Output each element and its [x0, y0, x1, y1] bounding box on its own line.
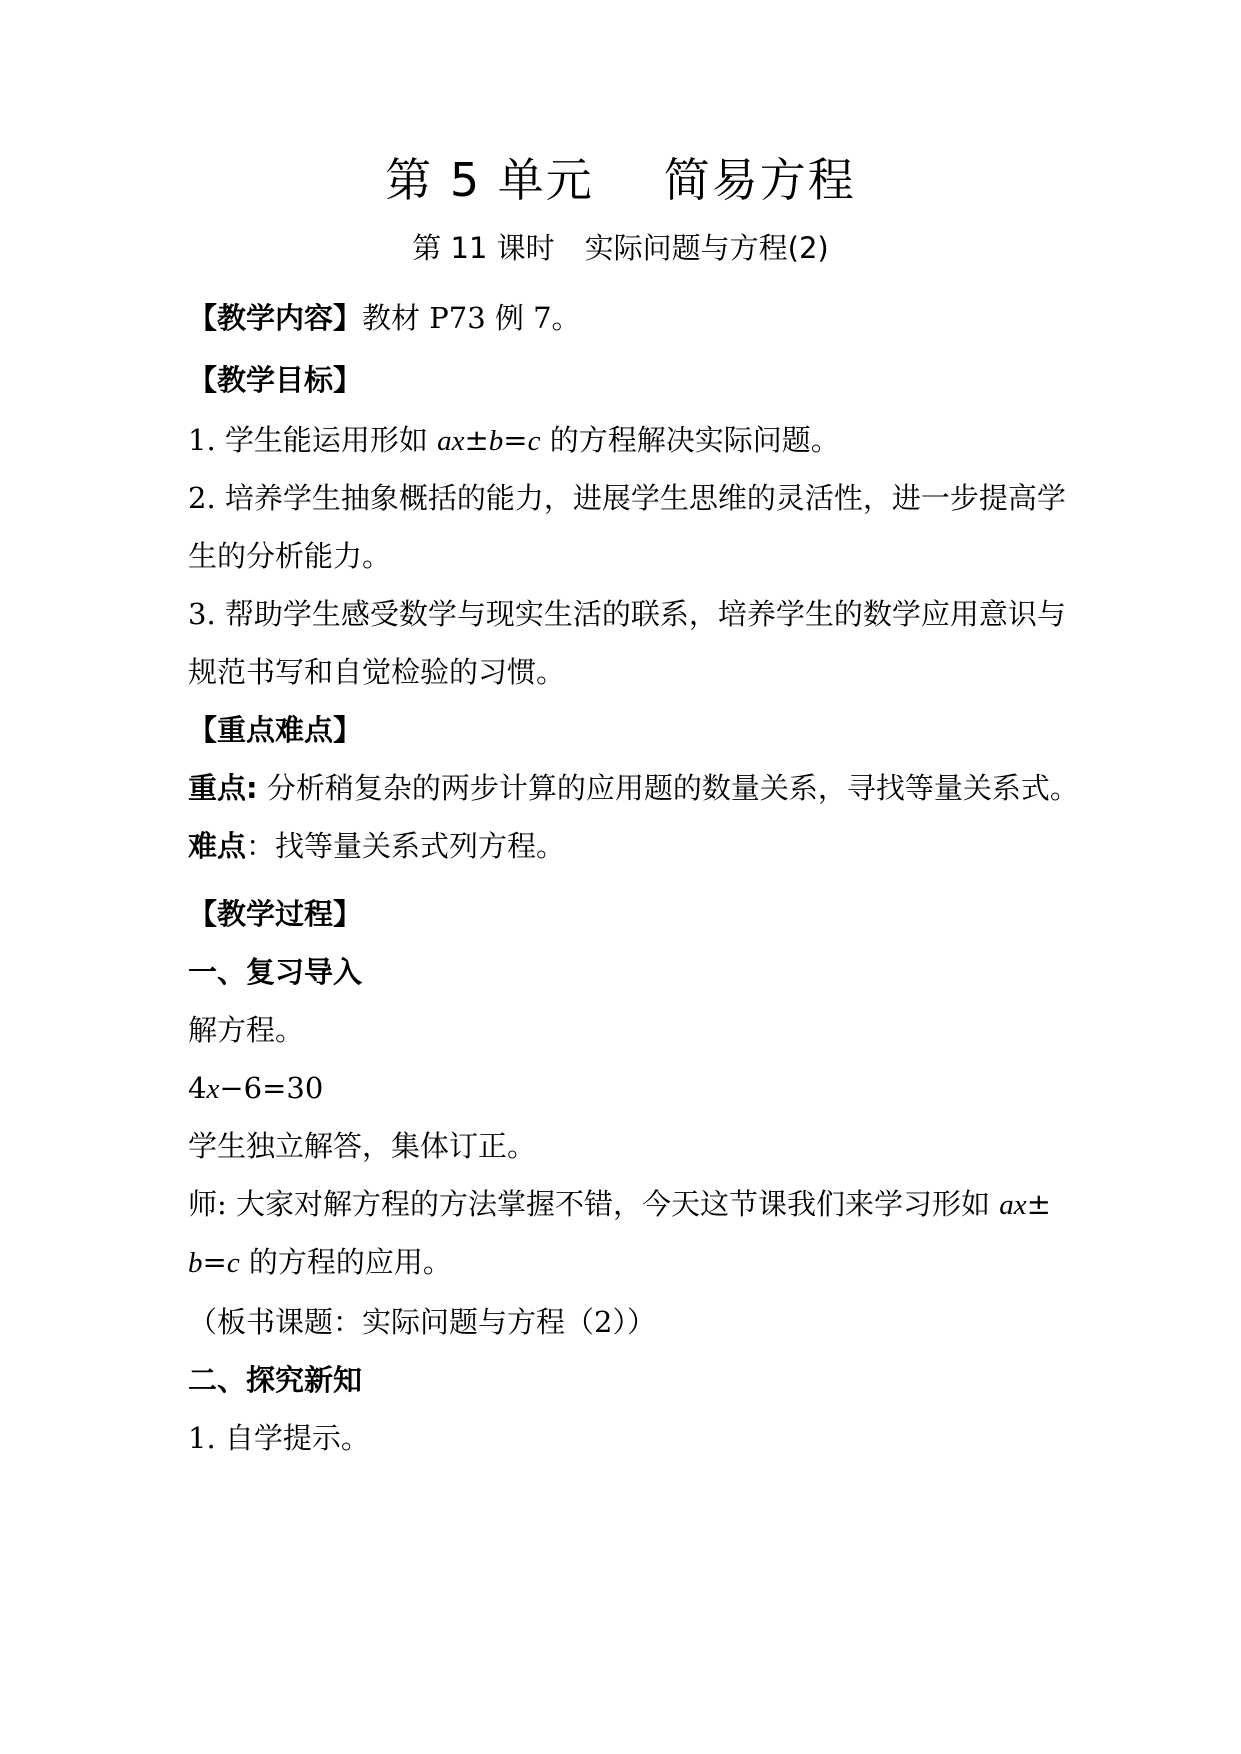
math-c: c — [527, 425, 541, 457]
math-b: b — [488, 425, 504, 457]
teaching-content-text: 教材 P73 例 7。 — [362, 301, 581, 335]
unit-title — [0, 150, 1241, 210]
teacher-remark-end: 的方程的应用。 — [248, 1245, 452, 1279]
teacher-text: 大家对解方程的方法掌握不错，今天这节课我们来学习形如 — [236, 1187, 991, 1221]
unit-name: 简易方程 — [663, 153, 856, 207]
key-point-label: 重点: — [188, 771, 258, 805]
students-solve: 学生独立解答，集体订正。 — [188, 1129, 537, 1163]
difficult-point-label: 难点 — [188, 829, 247, 863]
math-plus-minus: ± — [464, 423, 489, 457]
teacher-label: 师: — [188, 1187, 227, 1221]
keypoints-heading: 【重点难点】 — [188, 713, 363, 747]
objective-2-line-1: 2. 培养学生抽象概括的能力，进展学生思维的灵活性，进一步提高学 — [188, 481, 1066, 515]
lesson-number: 第 11 课时 — [412, 231, 555, 265]
teacher-math-pm: ± — [1026, 1187, 1051, 1221]
solve-instruction: 解方程。 — [188, 1013, 305, 1047]
section-explore: 二、探究新知 — [188, 1363, 363, 1397]
lesson-title — [0, 228, 1241, 268]
teacher-remark-line-2 — [188, 1242, 1068, 1283]
teaching-content-label: 【教学内容】 — [188, 301, 363, 335]
math-equals: = — [503, 423, 528, 457]
difficult-point-text: ：找等量关系式列方程。 — [246, 829, 566, 863]
equation — [188, 1068, 1068, 1109]
objective-1 — [188, 420, 1068, 461]
teacher-math-equals: = — [202, 1245, 227, 1279]
math-ax: ax — [437, 425, 465, 457]
teacher-math-b: b — [188, 1247, 203, 1279]
key-point — [188, 768, 1079, 808]
lesson-name: 实际问题与方程(2) — [584, 231, 829, 265]
teacher-math-c: c — [226, 1247, 240, 1279]
equation-coefficient: 4 — [188, 1071, 207, 1105]
teacher-remark-line-1 — [188, 1184, 1068, 1225]
objectives-heading: 【教学目标】 — [188, 363, 363, 397]
unit-number: 第 5 单元 — [385, 153, 594, 207]
objective-1-text: 1. 学生能运用形如 — [188, 423, 428, 457]
equation-variable: x — [206, 1073, 220, 1105]
process-heading: 【教学过程】 — [188, 897, 363, 931]
teaching-content — [188, 298, 1068, 338]
teacher-math-ax: ax — [999, 1189, 1027, 1221]
board-title: （板书课题：实际问题与方程（2）） — [188, 1305, 656, 1339]
objective-3-line-2: 规范书写和自觉检验的习惯。 — [188, 655, 566, 689]
objective-2-line-2: 生的分析能力。 — [188, 539, 392, 573]
section-review: 一、复习导入 — [188, 955, 363, 989]
objective-1-end: 的方程解决实际问题。 — [549, 423, 840, 457]
self-study-prompt: 1. 自学提示。 — [188, 1421, 370, 1455]
difficult-point — [188, 826, 1068, 866]
key-point-text: 分析稍复杂的两步计算的应用题的数量关系，寻找等量关系式。 — [266, 771, 1079, 805]
equation-rest: −6=30 — [219, 1071, 324, 1105]
objective-3-line-1: 3. 帮助学生感受数学与现实生活的联系，培养学生的数学应用意识与 — [188, 597, 1066, 631]
